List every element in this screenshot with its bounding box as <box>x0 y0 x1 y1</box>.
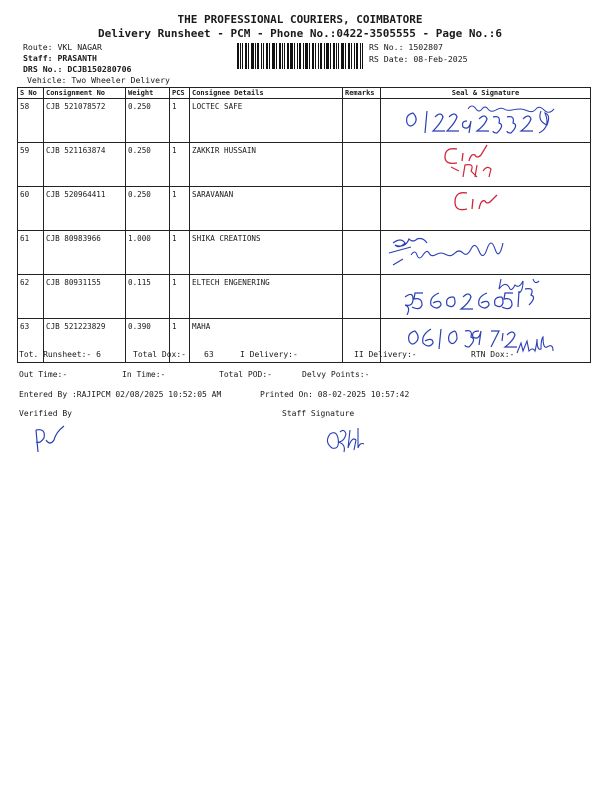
cell-remarks <box>343 275 381 319</box>
in-time: In Time:- <box>122 370 166 379</box>
handwritten-signature <box>383 102 588 138</box>
cell-sno: 58 <box>18 99 44 143</box>
cell-consignment: CJB 521078572 <box>44 99 126 143</box>
cell-sno: 61 <box>18 231 44 275</box>
cell-sno: 63 <box>18 319 44 363</box>
i-delivery: I Delivery:- <box>240 350 298 359</box>
handwritten-signature <box>383 146 588 182</box>
cell-pcs: 1 <box>170 275 190 319</box>
cell-consignee: ELTECH ENGENERING <box>190 275 343 319</box>
cell-weight: 0.250 <box>126 187 170 231</box>
handwritten-signature <box>383 190 588 226</box>
staff-label: Staff: PRASANTH <box>23 53 97 63</box>
cell-remarks <box>343 99 381 143</box>
cell-consignee: SHIKA CREATIONS <box>190 231 343 275</box>
handwritten-signature <box>383 278 588 314</box>
cell-consignee: ZAKKIR HUSSAIN <box>190 143 343 187</box>
cell-sno: 60 <box>18 187 44 231</box>
col-sno: S No <box>18 88 44 99</box>
runsheet-table <box>17 87 591 363</box>
route-label: Route: VKL NAGAR <box>23 42 102 52</box>
total-dox-label: Total Dox:- <box>133 350 186 359</box>
cell-consignee: LOCTEC SAFE <box>190 99 343 143</box>
cell-sno: 62 <box>18 275 44 319</box>
total-pod: Total POD:- <box>219 370 272 379</box>
table-header-row <box>18 88 591 99</box>
cell-pcs: 1 <box>170 319 190 363</box>
cell-consignment: CJB 521223829 <box>44 319 126 363</box>
table-row <box>18 143 591 187</box>
col-consignment: Consignment No <box>44 88 126 99</box>
cell-weight: 0.390 <box>126 319 170 363</box>
cell-consignment: CJB 520964411 <box>44 187 126 231</box>
cell-remarks <box>343 187 381 231</box>
col-consignee: Consignee Details <box>190 88 343 99</box>
cell-signature <box>381 99 591 143</box>
ii-delivery: II Delivery:- <box>354 350 417 359</box>
tot-runsheet: Tot. Runsheet:- 6 <box>19 350 101 359</box>
printed-on: Printed On: 08-02-2025 10:57:42 <box>260 390 410 399</box>
table-row <box>18 187 591 231</box>
entered-by: Entered By :RAJIPCM 02/08/2025 10:52:05 AM <box>19 390 222 399</box>
cell-pcs: 1 <box>170 187 190 231</box>
col-weight: Weight <box>126 88 170 99</box>
cell-weight: 0.115 <box>126 275 170 319</box>
verified-by-signature <box>30 422 70 456</box>
cell-consignee: MAHA <box>190 319 343 363</box>
cell-pcs: 1 <box>170 99 190 143</box>
staff-signature <box>322 422 370 456</box>
total-dox-value: 63 <box>204 350 214 359</box>
rtn-dox: RTN Dox:- <box>471 350 515 359</box>
cell-signature <box>381 275 591 319</box>
cell-pcs: 1 <box>170 143 190 187</box>
cell-weight: 1.000 <box>126 231 170 275</box>
rs-date: RS Date: 08-Feb-2025 <box>369 54 468 64</box>
verified-by-label: Verified By <box>19 409 72 418</box>
runsheet-subtitle: Delivery Runsheet - PCM - Phone No.:0422-3505555 - Page No.:6 <box>98 27 502 40</box>
handwritten-signature <box>383 234 588 270</box>
cell-remarks <box>343 143 381 187</box>
cell-weight: 0.250 <box>126 143 170 187</box>
delvy-points: Delvy Points:- <box>302 370 370 379</box>
out-time: Out Time:- <box>19 370 68 379</box>
barcode <box>237 43 363 69</box>
cell-consignment: CJB 80931155 <box>44 275 126 319</box>
table-row <box>18 99 591 143</box>
col-remarks: Remarks <box>343 88 381 99</box>
cell-remarks <box>343 231 381 275</box>
cell-signature <box>381 187 591 231</box>
company-title: THE PROFESSIONAL COURIERS, COIMBATORE <box>177 13 423 26</box>
cell-signature <box>381 231 591 275</box>
table-row <box>18 231 591 275</box>
vehicle-label: Vehicle: Two Wheeler Delivery <box>27 75 170 85</box>
table-row <box>18 275 591 319</box>
cell-weight: 0.250 <box>126 99 170 143</box>
col-pcs: PCS <box>170 88 190 99</box>
drs-label: DRS No.: DCJB150280706 <box>23 64 132 74</box>
cell-pcs: 1 <box>170 231 190 275</box>
cell-signature <box>381 143 591 187</box>
cell-consignee: SARAVANAN <box>190 187 343 231</box>
cell-sno: 59 <box>18 143 44 187</box>
cell-consignment: CJB 521163874 <box>44 143 126 187</box>
staff-signature-label: Staff Signature <box>282 409 355 418</box>
cell-consignment: CJB 80983966 <box>44 231 126 275</box>
rs-number: RS No.: 1502807 <box>369 42 443 52</box>
col-signature: Seal & Signature <box>381 88 591 99</box>
